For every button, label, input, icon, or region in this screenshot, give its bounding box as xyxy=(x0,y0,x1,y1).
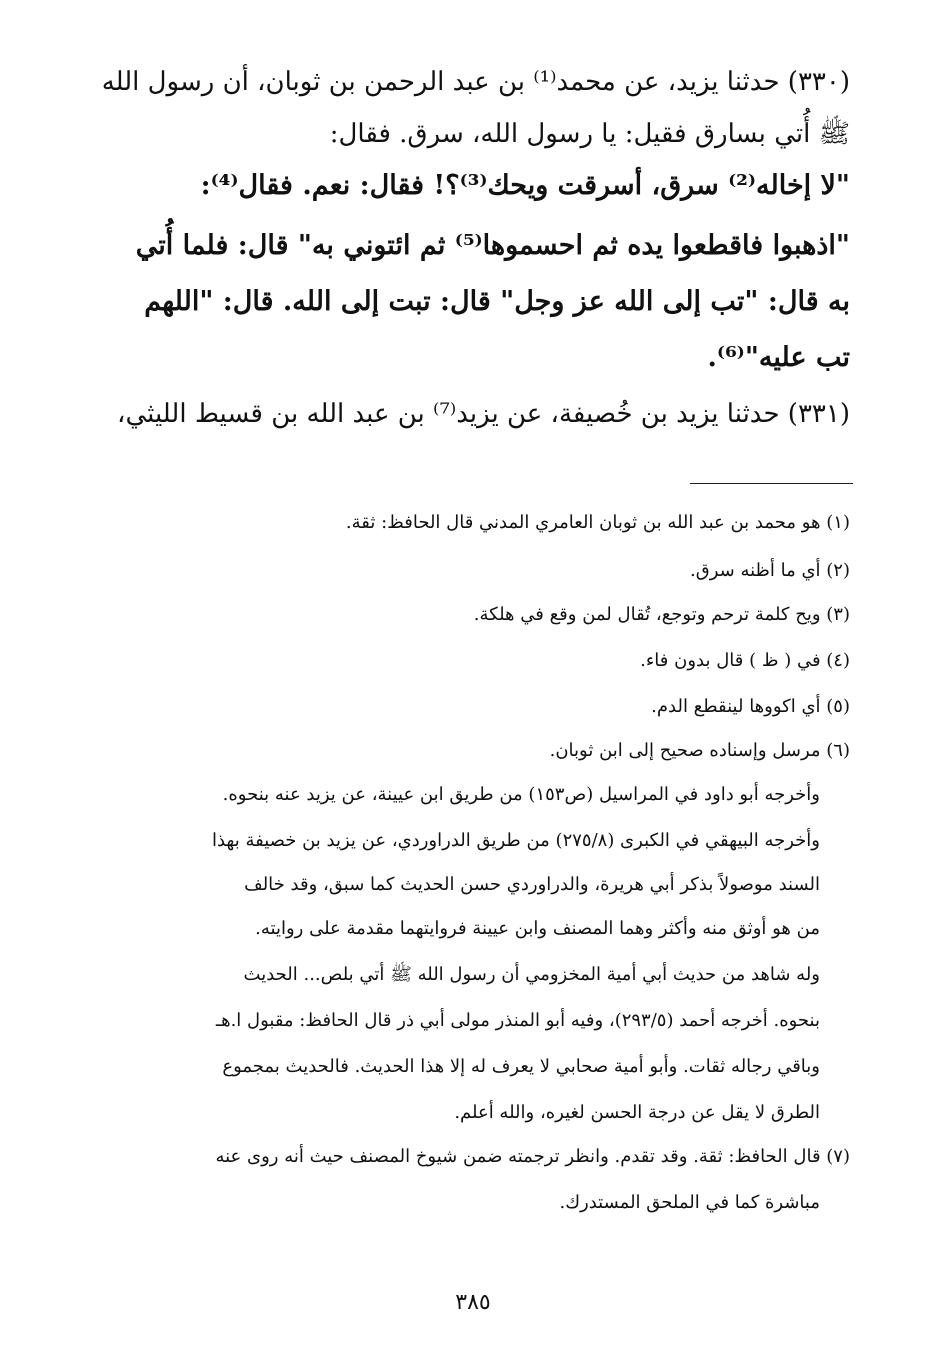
main-line-4: "اذهبوا فاقطعوا يده ثم احسموها⁽⁵⁾ ثم ائتوني به" قال: فلما أُتي xyxy=(135,230,850,261)
page-number: ٣٨٥ xyxy=(455,1290,491,1315)
footnote-6-line-8: وباقي رجاله ثقات. وأبو أمية صحابي لا يعرف له إلا هذا الحديث. فالحديث بمجموع xyxy=(222,1056,820,1077)
footnote-6-line-2: وأخرجه أبو داود في المراسيل (ص١٥٣) من طريق ابن عيينة، عن يزيد عنه بنحوه. xyxy=(222,784,820,805)
footnote-6-line-7: بنحوه. أخرجه أحمد (٢٩٣/٥)، وفيه أبو المنذر مولى أبي ذر قال الحافظ: مقبول ا.هـ xyxy=(215,1010,820,1031)
footnote-4: (٤) في ( ظ ) قال بدون فاء. xyxy=(640,650,850,671)
main-line-3: "لا إخاله⁽²⁾ سرق، أسرقت ويحك⁽³⁾؟! فقال: نعم. فقال⁽⁴⁾: xyxy=(200,170,850,201)
footnote-5: (٥) أي اكووها لينقطع الدم. xyxy=(651,696,850,717)
footnote-3: (٣) ويح كلمة ترحم وتوجع، تُقال لمن وقع في هلكة. xyxy=(473,604,850,625)
footnote-6-line-5: من هو أوثق منه وأكثر وهما المصنف وابن عيينة فروايتهما مقدمة على روايته. xyxy=(255,918,820,939)
footnote-separator xyxy=(690,483,853,484)
footnote-1: (١) هو محمد بن عبد الله بن ثوبان العامري المدني قال الحافظ: ثقة. xyxy=(345,512,850,533)
main-line-6: تب عليه"⁽⁶⁾. xyxy=(707,342,850,373)
footnote-6-line-6: وله شاهد من حديث أبي أمية المخزومي أن رسول الله ﷺ أتي بلص... الحديث xyxy=(243,964,820,985)
main-line-1: (٣٣٠) حدثنا يزيد، عن محمد⁽¹⁾ بن عبد الرحمن بن ثوبان، أن رسول الله xyxy=(101,67,850,97)
footnote-6: (٦) مرسل وإسناده صحيح إلى ابن ثوبان. xyxy=(549,740,850,761)
footnote-2: (٢) أي ما أظنه سرق. xyxy=(690,560,850,581)
footnote-6-line-3: وأخرجه البيهقي في الكبرى (٢٧٥/٨) من طريق الدراوردي، عن يزيد بن خصيفة بهذا xyxy=(211,830,820,851)
main-line-5: به قال: "تب إلى الله عز وجل" قال: تبت إلى الله. قال: "اللهم xyxy=(144,286,850,317)
footnote-7: (٧) قال الحافظ: ثقة. وقد تقدم. وانظر ترجمته ضمن شيوخ المصنف حيث أنه روى عنه xyxy=(215,1146,850,1167)
footnote-7-line-2: مباشرة كما في الملحق المستدرك. xyxy=(559,1192,820,1213)
footnote-6-line-4: السند موصولاً بذكر أبي هريرة، والدراوردي حسن الحديث كما سبق، وقد خالف xyxy=(244,874,820,895)
main-line-2: ﷺ أُتي بسارق فقيل: يا رسول الله، سرق. فقال: xyxy=(329,119,850,149)
main-line-7: (٣٣١) حدثنا يزيد بن خُصيفة، عن يزيد⁽⁷⁾ بن عبد الله بن قسيط الليثي، xyxy=(117,399,850,429)
footnote-6-line-9: الطرق لا يقل عن درجة الحسن لغيره، والله أعلم. xyxy=(454,1102,820,1123)
